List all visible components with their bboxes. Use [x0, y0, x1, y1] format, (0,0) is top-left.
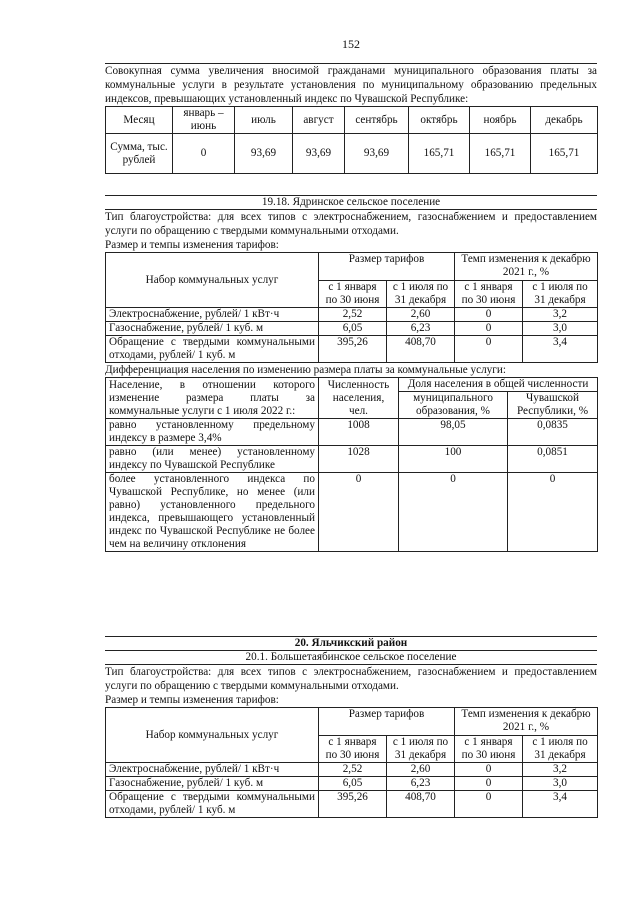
table-row — [106, 763, 598, 777]
tariff-value: 408,70 — [387, 791, 455, 818]
rep-header: Чувашской Республики, % — [508, 392, 598, 419]
period-header: с 1 июля по 31 декабря — [523, 736, 598, 763]
tariff-value: 6,05 — [319, 777, 387, 791]
rep-share-value: 0,0851 — [508, 446, 598, 473]
tariff-value: 2,60 — [387, 763, 455, 777]
population-header: Население, в отношении которого изменение размера платы за коммунальные услуги с 1 июля 2022 г.: — [106, 378, 319, 419]
rate-value: 0 — [455, 322, 523, 336]
rate-value: 3,4 — [523, 791, 598, 818]
rate-value: 0 — [455, 791, 523, 818]
population-label: более установленного индекса по Чувашской Республике, но менее (или равно) установленного предельного индекса, превышающего установленный индекс по Чувашской Республике не более чем на величину отклонения — [106, 473, 319, 552]
diff-header-row — [106, 378, 598, 392]
rate-value: 3,4 — [523, 336, 598, 363]
mun-share-value: 98,05 — [399, 419, 508, 446]
period-header: с 1 июля по 31 декабря — [523, 281, 598, 308]
share-header: Доля населения в общей численности — [399, 378, 598, 392]
tariff-value: 6,23 — [387, 322, 455, 336]
rate-value: 3,0 — [523, 322, 598, 336]
month-value: 165,71 — [531, 134, 598, 174]
month-value: 165,71 — [470, 134, 531, 174]
month-value: 93,69 — [293, 134, 345, 174]
sum-label: Сумма, тыс. рублей — [106, 134, 173, 174]
tariff-value: 6,05 — [319, 322, 387, 336]
tariff-table-19-18 — [105, 252, 598, 363]
monthly-values-row — [106, 134, 598, 174]
month-col: ноябрь — [470, 107, 531, 134]
period-header: с 1 января по 30 июня — [319, 281, 387, 308]
type-paragraph: Тип благоустройства: для всех типов с электроснабжением, газоснабжением и предоставлением услуги по обращению с твердыми коммунальными отходами. — [105, 666, 597, 692]
rate-value: 0 — [455, 763, 523, 777]
rate-value: 3,2 — [523, 308, 598, 322]
tariff-header-row — [106, 708, 598, 736]
month-value: 0 — [173, 134, 235, 174]
period-header: с 1 января по 30 июня — [455, 281, 523, 308]
tariff-value: 395,26 — [319, 336, 387, 363]
service-name: Электроснабжение, рублей/ 1 кВт·ч — [106, 763, 319, 777]
district-title: 20. Яльчикский район — [105, 636, 597, 650]
section-20-1 — [105, 636, 597, 818]
rate-value: 3,2 — [523, 763, 598, 777]
type-paragraph: Тип благоустройства: для всех типов с электроснабжением, газоснабжением и предоставлением услуги по обращению с твердыми коммунальными отходами. — [105, 211, 597, 237]
rep-share-value: 0,0835 — [508, 419, 598, 446]
page-number: 152 — [342, 37, 360, 51]
service-name: Обращение с твердыми коммунальными отходами, рублей/ 1 куб. м — [106, 791, 319, 818]
tariff-rate-header: Темп изменения к декабрю 2021 г., % — [455, 708, 598, 736]
service-name: Газоснабжение, рублей/ 1 куб. м — [106, 777, 319, 791]
service-name: Обращение с твердыми коммунальными отходами, рублей/ 1 куб. м — [106, 336, 319, 363]
month-col: декабрь — [531, 107, 598, 134]
tariff-header-row — [106, 253, 598, 281]
month-col: август — [293, 107, 345, 134]
monthly-header-row — [106, 107, 598, 134]
table-row — [106, 308, 598, 322]
rate-value: 0 — [455, 777, 523, 791]
period-header: с 1 января по 30 июня — [319, 736, 387, 763]
tariff-value: 395,26 — [319, 791, 387, 818]
rate-value: 0 — [455, 308, 523, 322]
period-header: с 1 июля по 31 декабря — [387, 736, 455, 763]
section-19-18 — [105, 195, 597, 552]
rates-title: Размер и темпы изменения тарифов: — [105, 239, 279, 251]
table-row — [106, 473, 598, 552]
monthly-table — [105, 106, 598, 174]
month-col: сентябрь — [345, 107, 409, 134]
table-row — [106, 322, 598, 336]
count-header: Численность населения, чел. — [319, 378, 399, 419]
tariff-value: 2,52 — [319, 763, 387, 777]
rate-value: 0 — [455, 336, 523, 363]
month-col: июль — [235, 107, 293, 134]
rate-value: 3,0 — [523, 777, 598, 791]
month-value: 165,71 — [409, 134, 470, 174]
tariff-size-header: Размер тарифов — [319, 708, 455, 736]
tariff-value: 2,52 — [319, 308, 387, 322]
diff-title: Дифференциация населения по изменению размера платы за коммунальные услуги: — [105, 364, 506, 376]
service-name: Электроснабжение, рублей/ 1 кВт·ч — [106, 308, 319, 322]
month-col: октябрь — [409, 107, 470, 134]
diff-table — [105, 377, 598, 552]
count-value: 1008 — [319, 419, 399, 446]
table-row — [106, 446, 598, 473]
mun-share-value: 0 — [399, 473, 508, 552]
rates-title: Размер и темпы изменения тарифов: — [105, 694, 279, 706]
population-label: равно установленному предельному индексу в размере 3,4% — [106, 419, 319, 446]
monthly-block — [105, 63, 597, 174]
month-col: январь – июнь — [173, 107, 235, 134]
count-value: 0 — [319, 473, 399, 552]
period-header: с 1 июля по 31 декабря — [387, 281, 455, 308]
table-row — [106, 419, 598, 446]
table-row — [106, 336, 598, 363]
period-header: с 1 января по 30 июня — [455, 736, 523, 763]
count-value: 1028 — [319, 446, 399, 473]
table-row — [106, 777, 598, 791]
mun-share-value: 100 — [399, 446, 508, 473]
tariff-value: 408,70 — [387, 336, 455, 363]
population-label: равно (или менее) установленному индексу по Чувашской Республике — [106, 446, 319, 473]
month-header: Месяц — [106, 107, 173, 134]
month-value: 93,69 — [345, 134, 409, 174]
intro-paragraph: Совокупная сумма увеличения вносимой гражданами муниципального образования платы за коммунальные услуги в результате установления по муниципальному образованию предельных индексов, превышающих установленный индекс по Чувашской Республике: — [105, 65, 597, 105]
table-row — [106, 791, 598, 818]
section-title: 20.1. Большетаябинское сельское поселение — [105, 650, 597, 665]
tariff-value: 6,23 — [387, 777, 455, 791]
mun-header: муниципального образования, % — [399, 392, 508, 419]
services-header: Набор коммунальных услуг — [106, 708, 319, 763]
tariff-size-header: Размер тарифов — [319, 253, 455, 281]
tariff-value: 2,60 — [387, 308, 455, 322]
tariff-rate-header: Темп изменения к декабрю 2021 г., % — [455, 253, 598, 281]
tariff-table-20-1 — [105, 707, 598, 818]
services-header: Набор коммунальных услуг — [106, 253, 319, 308]
service-name: Газоснабжение, рублей/ 1 куб. м — [106, 322, 319, 336]
month-value: 93,69 — [235, 134, 293, 174]
rep-share-value: 0 — [508, 473, 598, 552]
section-title: 19.18. Ядринское сельское поселение — [105, 195, 597, 210]
